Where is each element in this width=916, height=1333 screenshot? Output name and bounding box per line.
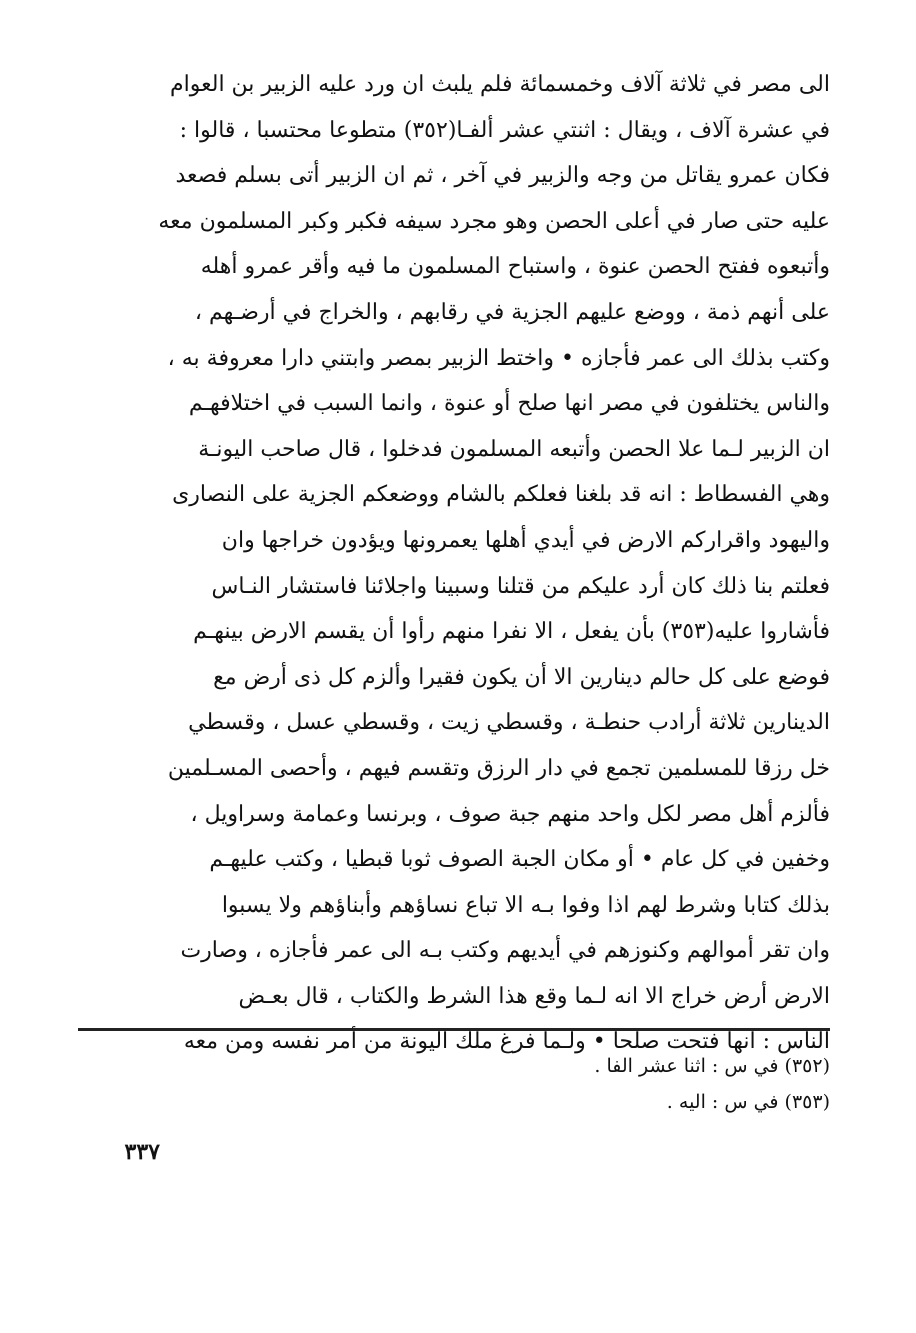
text-line: وهي الفسطاط : انه قد بلغنا فعلكم بالشام ووضعكم الجزية على النصارى xyxy=(172,482,830,508)
text-line: عليه حتى صار في أعلى الحصن وهو مجرد سيفه فكبر وكبر المسلمون معه xyxy=(158,208,830,234)
text-line: في عشرة آلاف ، ويقال : اثنتي عشر ألفـا(٣٥٢) متطوعا محتسبا ، قالوا : xyxy=(179,117,830,143)
footnote-352: (٣٥٢) في س : اثنا عشر الفا . xyxy=(594,1055,830,1077)
text-line: واليهود واقراركم الارض في أيدي أهلها يعمرونها ويؤدون خراجها وان xyxy=(221,527,830,553)
text-line: وان تقر أموالهم وكنوزهم في أيديهم وكتب بـه الى عمر فأجازه ، وصارت xyxy=(180,938,830,964)
text-line: فوضع على كل حالم دينارين الا أن يكون فقيرا وألزم كل ذى أرض مع xyxy=(213,664,830,690)
text-line: فكان عمرو يقاتل من وجه والزبير في آخر ، ثم ان الزبير أتى بسلم فصعد xyxy=(175,163,830,189)
text-line: وخفين في كل عام • أو مكان الجبة الصوف ثوبا قبطيا ، وكتب عليهـم xyxy=(209,847,830,873)
text-line: الدينارين ثلاثة أرادب حنطـة ، وقسطي زيت ، وقسطي عسل ، وقسطي xyxy=(188,710,830,736)
text-line: خل رزقا للمسلمين تجمع في دار الرزق وتقسم فيهم ، وأحصى المسـلمين xyxy=(167,755,830,781)
text-line: على أنهم ذمة ، ووضع عليهم الجزية في رقابهم ، والخراج في أرضـهم ، xyxy=(194,299,830,325)
text-line: ان الزبير لـما علا الحصن وأتبعه المسلمون فدخلوا ، قال صاحب اليونـة xyxy=(198,436,830,462)
text-line: وكتب بذلك الى عمر فأجازه • واختط الزبير بمصر وابتني دارا معروفة به ، xyxy=(167,345,830,371)
text-line: فأشاروا عليه(٣٥٣) بأن يفعل ، الا نفرا منهم رأوا أن يقسم الارض بينهـم xyxy=(193,619,830,645)
footnote-353: (٣٥٣) في س : اليه . xyxy=(666,1091,830,1113)
text-line: الناس : انها فتحت صلحا • ولـما فرغ ملك اليونة من أمر نفسه ومن معه xyxy=(183,1029,830,1055)
footnotes xyxy=(78,1048,830,1120)
text-line: بذلك كتابا وشرط لهم اذا وفوا بـه الا تباع نساؤهم وأبناؤهم ولا يسبوا xyxy=(221,892,830,918)
text-line: الى مصر في ثلاثة آلاف وخمسمائة فلم يلبث ان ورد عليه الزبير بن العوام xyxy=(170,72,830,97)
main-text xyxy=(78,62,830,1065)
text-line: وأتبعوه ففتح الحصن عنوة ، واستباح المسلمون ما فيه وأقر عمرو أهله xyxy=(200,254,830,280)
footnote-divider xyxy=(78,1028,830,1031)
text-line: والناس يختلفون في مصر انها صلح أو عنوة ، وانما السبب في اختلافهـم xyxy=(188,391,830,417)
page-number: ٣٣٧ xyxy=(124,1139,160,1165)
text-line: فعلتم بنا ذلك كان أرد عليكم من قتلنا وسبينا واجلائنا فاستشار النـاس xyxy=(211,573,830,599)
text-line: الارض أرض خراج الا انه لـما وقع هذا الشرط والكتاب ، قال بعـض xyxy=(238,983,830,1009)
text-line: فألزم أهل مصر لكل واحد منهم جبة صوف ، وبرنسا وعمامة وسراويل ، xyxy=(190,801,830,827)
